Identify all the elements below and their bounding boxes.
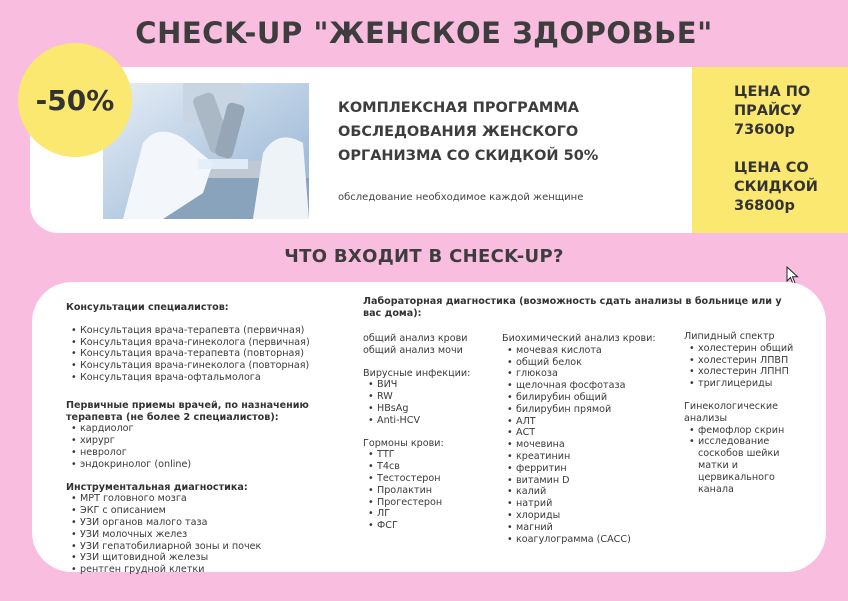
instrumental-heading: Инструментальная диагностика: xyxy=(66,481,248,493)
lipid-list xyxy=(684,343,804,390)
list-item: • Пролактин xyxy=(363,485,498,497)
price-box xyxy=(692,67,848,233)
list-item: • билирубин общий xyxy=(502,392,680,404)
list-item: • калий xyxy=(502,486,680,498)
list-item: • АСТ xyxy=(502,427,680,439)
list-item: • УЗИ органов малого таза xyxy=(66,517,346,529)
consultations-list xyxy=(66,325,346,384)
microscope-photo xyxy=(103,83,309,219)
list-item: • ферритин xyxy=(502,463,680,475)
column-lab-general xyxy=(363,333,498,532)
hormones-heading: Гормоны крови: xyxy=(363,437,444,449)
list-item: • натрий xyxy=(502,498,680,510)
list-item: • УЗИ гепатобилиарной зоны и почек xyxy=(66,541,346,553)
list-item: • исследование соскобов шейки матки и цервикального канала xyxy=(684,436,804,495)
viral-list xyxy=(363,379,498,426)
biochem-heading: Биохимический анализ крови: xyxy=(502,333,656,344)
list-item: • рентген грудной клетки xyxy=(66,564,346,576)
list-item: • невролог xyxy=(66,447,346,459)
page-title: CHECK-UP "ЖЕНСКОЕ ЗДОРОВЬЕ" xyxy=(135,16,713,50)
list-item: • мочевина xyxy=(502,439,680,451)
list-item: • ЭКГ с описанием xyxy=(66,505,346,517)
list-item: • HBsAg xyxy=(363,403,498,415)
discount-badge: -50% xyxy=(18,43,132,157)
list-item: • Прогестерон xyxy=(363,497,498,509)
list-item: • мочевая кислота xyxy=(502,345,680,357)
list-item: • глюкоза xyxy=(502,368,680,380)
gyn-list xyxy=(684,425,804,496)
list-item: • витамин D xyxy=(502,475,680,487)
list-item: • АЛТ xyxy=(502,416,680,428)
list-item: • ФСГ xyxy=(363,520,498,532)
list-item: • RW xyxy=(363,391,498,403)
list-item: • ТТГ xyxy=(363,449,498,461)
list-item: • Тестостерон xyxy=(363,473,498,485)
list-item: • креатинин xyxy=(502,451,680,463)
list-item: • холестерин ЛПНП xyxy=(684,366,804,378)
column-biochemistry xyxy=(502,333,680,545)
general-tests: общий анализ крови общий анализ мочи xyxy=(363,333,468,356)
list-item: • билирубин прямой xyxy=(502,404,680,416)
list-item: • хлориды xyxy=(502,510,680,522)
gyn-heading: Гинекологические анализы xyxy=(684,400,778,424)
section-title: ЧТО ВХОДИТ В CHECK-UP? xyxy=(284,246,564,267)
lipid-heading: Липидный спектр xyxy=(684,331,775,342)
promo-subtitle: обследование необходимое каждой женщине xyxy=(338,192,584,203)
primary-visits-list xyxy=(66,423,346,470)
list-item: • холестерин ЛПВП xyxy=(684,355,804,367)
list-item: • Консультация врача-офтальмолога xyxy=(66,372,346,384)
instrumental-list xyxy=(66,493,346,576)
promo-headline: КОМПЛЕКСНАЯ ПРОГРАММА ОБСЛЕДОВАНИЯ ЖЕНСКОГО ОРГАНИЗМА СО СКИДКОЙ 50% xyxy=(338,100,599,164)
list-item: • Консультация врача-терапевта (повторная) xyxy=(66,348,346,360)
list-item: • коагулограмма (САСС) xyxy=(502,534,680,546)
list-item: • фемофлор скрин xyxy=(684,425,804,437)
list-item: • хирург xyxy=(66,435,346,447)
viral-heading: Вирусные инфекции: xyxy=(363,367,471,379)
consultations-heading: Консультации специалистов: xyxy=(66,302,229,313)
list-item: • магний xyxy=(502,522,680,534)
list-item: • Anti-HCV xyxy=(363,415,498,427)
list-item: • эндокринолог (online) xyxy=(66,459,346,471)
primary-visits-heading: Первичные приемы врачей, по назначению терапевта (не более 2 специалистов): xyxy=(66,399,309,423)
list-item: • щелочная фосфотаза xyxy=(502,380,680,392)
hormones-list xyxy=(363,449,498,532)
list-item: • Консультация врача-терапевта (первичная) xyxy=(66,325,346,337)
list-item: • Консультация врача-гинеколога (первичная) xyxy=(66,337,346,349)
price-discount: ЦЕНА СО СКИДКОЙ 36800р xyxy=(734,160,818,214)
column-specialists xyxy=(66,302,346,576)
list-item: • Т4св xyxy=(363,461,498,473)
list-item: • Консультация врача-гинеколога (повторная) xyxy=(66,360,346,372)
list-item: • ВИЧ xyxy=(363,379,498,391)
list-item: • триглицериды xyxy=(684,378,804,390)
column-lipid-gyn xyxy=(684,331,804,495)
list-item: • общий белок xyxy=(502,357,680,369)
list-item: • кардиолог xyxy=(66,423,346,435)
list-item: • МРТ головного мозга xyxy=(66,493,346,505)
biochem-list xyxy=(502,345,680,546)
list-item: • УЗИ щитовидной железы xyxy=(66,552,346,564)
list-item: • ЛГ xyxy=(363,508,498,520)
price-list: ЦЕНА ПО ПРАЙСУ 73600р xyxy=(734,84,811,138)
list-item: • холестерин общий xyxy=(684,343,804,355)
lab-heading: Лабораторная диагностика (возможность сдать анализы в больнице или у вас дома): xyxy=(363,296,782,319)
list-item: • УЗИ молочных желез xyxy=(66,529,346,541)
